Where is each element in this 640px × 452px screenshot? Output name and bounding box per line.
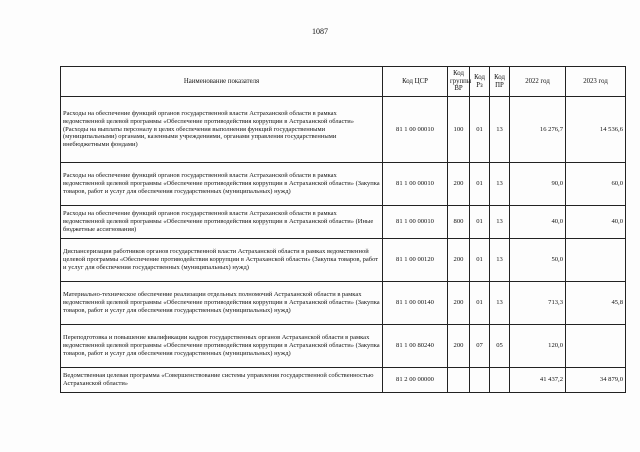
row-rz: 07 <box>470 325 490 368</box>
row-2023: 14 536,6 <box>566 97 626 163</box>
row-csr: 81 1 00 00010 <box>383 163 448 206</box>
row-name: Расходы на обеспечение функций органов государственной власти Астраханской области в рамках ведомственной целевой программы «Обеспечение противодействия коррупции в Астраханской области» (Иные бюджетные ассигнования) <box>61 206 383 239</box>
row-vr: 200 <box>448 163 470 206</box>
table-row <box>61 206 626 239</box>
row-rz: 01 <box>470 239 490 282</box>
row-2023 <box>566 239 626 282</box>
row-name: Расходы на обеспечение функций органов государственной власти Астраханской области в рамках ведомственной целевой программы «Обеспечение противодействия коррупции в Астраханской области» (Закупка товаров, работ и услуг для обеспечения государственных (муниципальных) нужд) <box>61 163 383 206</box>
table-row <box>61 368 626 393</box>
budget-table <box>60 66 626 393</box>
row-2023 <box>566 325 626 368</box>
row-rz <box>470 368 490 393</box>
row-name: Материально-техническое обеспечение реализации отдельных полномочий Астраханской области в рамках ведомственной целевой программы «Обеспечение противодействия коррупции в Астраханской области» (Закупка товаров, работ и услуг для обеспечения государственных (муниципальных) нужд) <box>61 282 383 325</box>
row-rz: 01 <box>470 282 490 325</box>
row-csr: 81 1 00 80240 <box>383 325 448 368</box>
row-2022: 16 276,7 <box>510 97 566 163</box>
row-rz: 01 <box>470 97 490 163</box>
row-pr: 05 <box>490 325 510 368</box>
row-pr: 13 <box>490 239 510 282</box>
row-name: Диспансеризация работников органов государственной власти Астраханской области в рамках ведомственной целевой программы «Обеспечение противодействия коррупции в Астраханской области» (Закупка товаров, работ и услуг для обеспечения государственных (муниципальных) нужд) <box>61 239 383 282</box>
row-csr: 81 2 00 00000 <box>383 368 448 393</box>
table-header-row <box>61 67 626 97</box>
header-rz: Код Рз <box>470 67 490 97</box>
page-number: 1087 <box>312 27 328 36</box>
header-name: Наименование показателя <box>61 67 383 97</box>
row-vr: 100 <box>448 97 470 163</box>
row-pr: 13 <box>490 206 510 239</box>
row-2022: 50,0 <box>510 239 566 282</box>
row-csr: 81 1 00 00010 <box>383 206 448 239</box>
row-name: Расходы на обеспечение функций органов государственной власти Астраханской области в рамках ведомственной целевой программы «Обеспечение противодействия коррупции в Астраханской области» (Расходы на выплаты персоналу в целях обеспечения выполнения функций государственными (муниципальными) органами, казенными учреждениями, органами управления государственными внебюджетными фондами) <box>61 97 383 163</box>
row-2023: 34 879,0 <box>566 368 626 393</box>
row-2023: 45,8 <box>566 282 626 325</box>
row-2023: 40,0 <box>566 206 626 239</box>
row-vr <box>448 368 470 393</box>
row-pr: 13 <box>490 163 510 206</box>
row-csr: 81 1 00 00120 <box>383 239 448 282</box>
table-row <box>61 97 626 163</box>
table-row <box>61 282 626 325</box>
row-vr: 200 <box>448 282 470 325</box>
header-vr: Код группы ВР <box>448 67 470 97</box>
row-2022: 41 437,2 <box>510 368 566 393</box>
row-vr: 200 <box>448 325 470 368</box>
header-pr: Код ПР <box>490 67 510 97</box>
row-2023: 60,0 <box>566 163 626 206</box>
header-2022: 2022 год <box>510 67 566 97</box>
row-2022: 90,0 <box>510 163 566 206</box>
row-pr <box>490 368 510 393</box>
row-name: Переподготовка и повышение квалификации кадров государственных органов Астраханской области в рамках ведомственной целевой программы «Обеспечение противодействия коррупции в Астраханской области» (Закупка товаров, работ и услуг для обеспечения государственных (муниципальных) нужд) <box>61 325 383 368</box>
row-2022: 713,3 <box>510 282 566 325</box>
row-rz: 01 <box>470 163 490 206</box>
row-2022: 40,0 <box>510 206 566 239</box>
row-csr: 81 1 00 00140 <box>383 282 448 325</box>
row-name: Ведомственная целевая программа «Совершенствование системы управления государственной собственностью Астраханской области» <box>61 368 383 393</box>
row-rz: 01 <box>470 206 490 239</box>
header-2023: 2023 год <box>566 67 626 97</box>
table-row <box>61 163 626 206</box>
row-vr: 200 <box>448 239 470 282</box>
row-pr: 13 <box>490 97 510 163</box>
header-csr: Код ЦСР <box>383 67 448 97</box>
table-row <box>61 325 626 368</box>
row-2022: 120,0 <box>510 325 566 368</box>
table-row <box>61 239 626 282</box>
row-pr: 13 <box>490 282 510 325</box>
row-csr: 81 1 00 00010 <box>383 97 448 163</box>
row-vr: 800 <box>448 206 470 239</box>
